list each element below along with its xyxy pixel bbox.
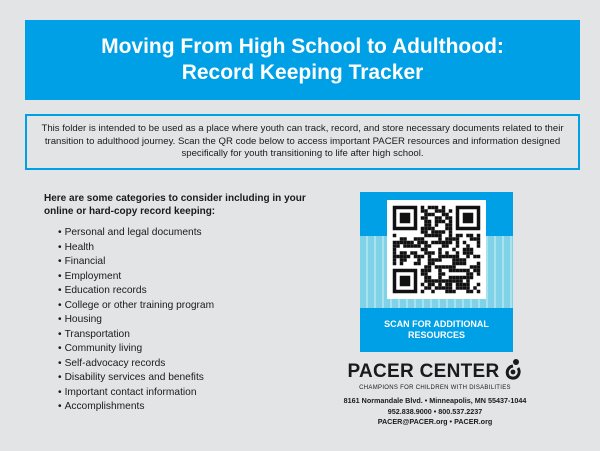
category-item: • Disability services and benefits: [58, 371, 324, 386]
qr-caption-line-1: SCAN FOR ADDITIONAL: [384, 319, 489, 329]
category-item: • College or other training program: [58, 299, 324, 314]
category-item: • Employment: [58, 270, 324, 285]
intro-box: [25, 114, 580, 170]
title-banner: [25, 20, 580, 100]
pacer-logo-icon: [503, 358, 523, 385]
category-item: • Health: [58, 241, 324, 256]
category-item: • Self-advocacy records: [58, 357, 324, 372]
pacer-logo-block: [340, 358, 530, 428]
category-item: • Important contact information: [58, 386, 324, 401]
organization-web[interactable]: PACER@PACER.org • PACER.org: [377, 417, 493, 426]
page-title-line-2: Record Keeping Tracker: [181, 61, 424, 84]
page-title-line-1: Moving From High School to Adulthood:: [101, 35, 504, 58]
intro-text: This folder is intended to be used as a place where youth can track, record, and store necessary documents related to their transition to adulthood journey. Scan the QR code below to access important PACER resources and information designed specifically for youth transitioning to life after high school.: [41, 123, 564, 160]
category-item: • Personal and legal documents: [58, 226, 324, 241]
categories-heading: Here are some categories to consider including in your online or hard-copy record keeping:: [44, 193, 306, 217]
categories-section: [44, 192, 324, 415]
category-item: • Education records: [58, 284, 324, 299]
qr-caption: [360, 310, 513, 350]
organization-tagline: CHAMPIONS FOR CHILDREN WITH DISABILITIES: [359, 385, 511, 391]
category-item: • Accomplishments: [58, 400, 324, 415]
organization-phones: 952.838.9000 • 800.537.2237: [387, 406, 483, 416]
category-item: • Transportation: [58, 328, 324, 343]
qr-panel: [360, 192, 513, 352]
organization-address: 8161 Normandale Blvd. • Minneapolis, MN 55437-1044: [343, 396, 527, 405]
qr-caption-line-2: RESOURCES: [407, 330, 465, 340]
category-item: • Housing: [58, 313, 324, 328]
category-item: • Community living: [58, 342, 324, 357]
categories-list: [44, 226, 324, 415]
category-item: • Financial: [58, 255, 324, 270]
qr-code-icon[interactable]: [387, 200, 486, 299]
organization-name: PACER CENTER: [347, 360, 500, 382]
